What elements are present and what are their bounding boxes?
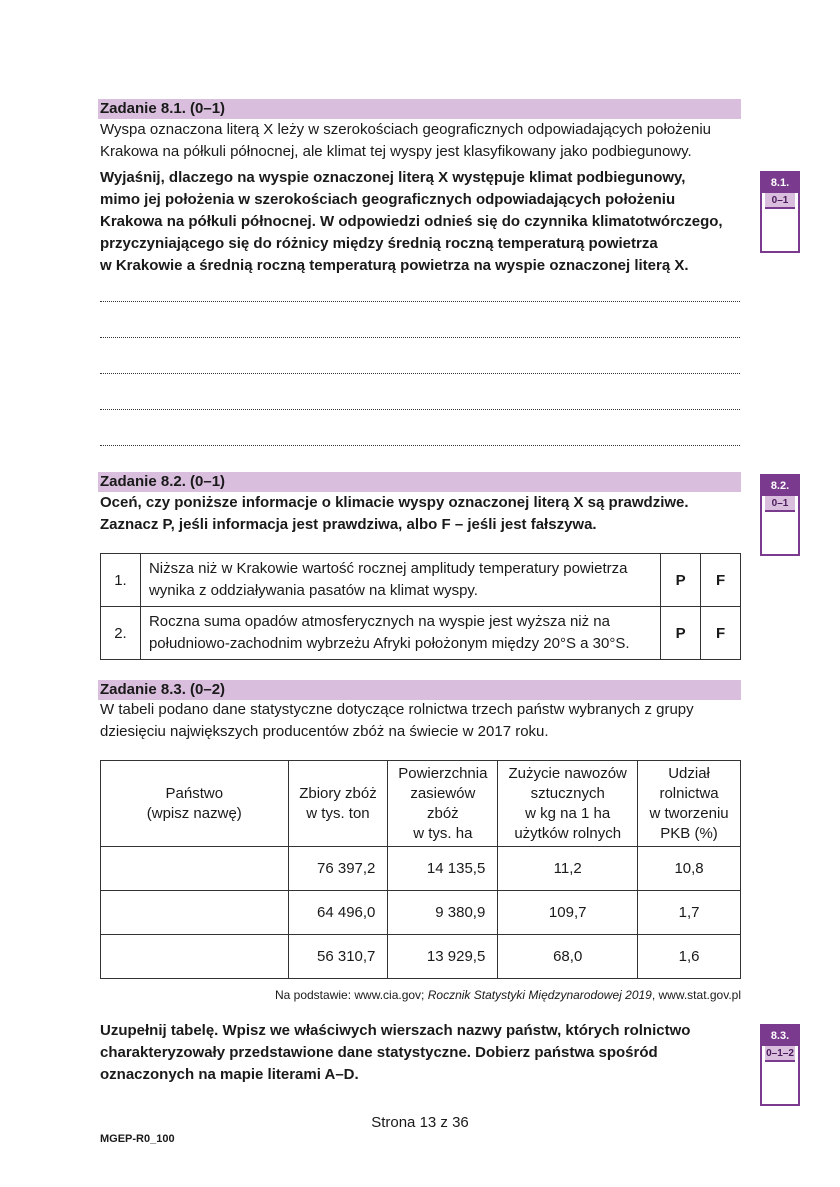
score-label: 8.2. <box>762 476 798 496</box>
task-8-2-question <box>100 492 750 536</box>
table-row <box>101 891 741 935</box>
header-line: (wpisz nazwę) <box>146 804 242 822</box>
true-false-table <box>100 553 741 660</box>
answer-line-2[interactable] <box>100 336 740 338</box>
task-8-3-question <box>100 1020 750 1086</box>
header-line: użytków rolnych <box>514 824 622 842</box>
statement-text <box>140 607 660 660</box>
option-f[interactable]: F <box>701 607 741 660</box>
option-p[interactable]: P <box>661 607 701 660</box>
score-entry[interactable] <box>762 209 798 251</box>
score-range: 0–1 <box>765 496 795 512</box>
column-header-country <box>101 761 289 847</box>
question-line: charakteryzowały przedstawione dane statystyczne. Dobierz państwa spośród <box>100 1044 658 1061</box>
header-line: PKB (%) <box>660 824 718 842</box>
header-line: w tys. ton <box>306 804 370 822</box>
header-line: w tworzeniu <box>649 804 729 822</box>
statement-line: Roczna suma opadów atmosferycznych na wyspie jest wyższa niż na <box>148 613 610 630</box>
column-header-fertilizer <box>498 761 638 847</box>
score-entry[interactable] <box>762 1062 798 1104</box>
table-row <box>101 935 741 979</box>
header-line: Zużycie nawozów <box>508 764 627 782</box>
score-range: 0–1 <box>765 193 795 209</box>
header-line: Udział <box>668 764 710 782</box>
score-box-8-2 <box>760 474 800 556</box>
task-8-3-header: Zadanie 8.3. (0–2) <box>98 680 741 700</box>
task-8-1-question <box>100 167 750 277</box>
column-header-gdp-share <box>638 761 741 847</box>
score-box-8-3 <box>760 1024 800 1106</box>
page-number: Strona 13 z 36 <box>371 1114 469 1131</box>
exam-code: MGEP-R0_100 <box>100 1133 175 1145</box>
option-f[interactable]: F <box>701 554 741 607</box>
question-line: Zaznacz P, jeśli informacja jest prawdziwa, albo F – jeśli jest fałszywa. <box>100 516 597 533</box>
table-cell: 64 496,0 <box>288 891 388 935</box>
score-label: 8.3. <box>762 1026 798 1046</box>
source-title: Rocznik Statystyki Międzynarodowej 2019 <box>427 988 652 1002</box>
header-line: Zbiory zbóż <box>299 784 377 802</box>
table-cell: 11,2 <box>498 847 638 891</box>
task-8-1-header: Zadanie 8.1. (0–1) <box>98 99 741 119</box>
row-number: 1. <box>101 554 141 607</box>
table-row <box>101 607 741 660</box>
header-line: zasiewów <box>410 784 476 802</box>
table-cell: 1,6 <box>638 935 741 979</box>
table-cell: 13 929,5 <box>388 935 498 979</box>
country-input-cell[interactable] <box>101 935 289 979</box>
header-line: Państwo <box>165 784 224 802</box>
task-8-2-header: Zadanie 8.2. (0–1) <box>98 472 741 492</box>
statement-text <box>140 554 660 607</box>
header-line: w kg na 1 ha <box>525 804 611 822</box>
table-row <box>101 847 741 891</box>
task-8-1-intro <box>100 119 750 163</box>
table-cell: 14 135,5 <box>388 847 498 891</box>
score-box-8-1 <box>760 171 800 253</box>
table-cell: 109,7 <box>498 891 638 935</box>
country-input-cell[interactable] <box>101 847 289 891</box>
question-line: Krakowa na półkuli północnej. W odpowiedzi odnieś się do czynnika klimatotwórczego, <box>100 213 723 230</box>
table-header-row <box>101 761 741 847</box>
intro-line: Krakowa na półkuli północnej, ale klimat tej wyspy jest klasyfikowany jako podbiegunowy. <box>100 143 692 160</box>
table-cell: 9 380,9 <box>388 891 498 935</box>
answer-line-5[interactable] <box>100 444 740 446</box>
question-line: w Krakowie a średnią roczną temperaturą powietrza na wyspie oznaczonej literą X. <box>100 257 689 274</box>
question-line: przyczyniającego się do różnicy między średnią roczną temperaturą powietrza <box>100 235 658 252</box>
intro-line: dziesięciu największych producentów zbóż na świecie w 2017 roku. <box>100 723 549 740</box>
table-cell: 76 397,2 <box>288 847 388 891</box>
question-line: oznaczonych na mapie literami A–D. <box>100 1066 359 1083</box>
score-entry[interactable] <box>762 512 798 554</box>
header-line: rolnictwa <box>659 784 719 802</box>
header-line: zbóż <box>427 804 459 822</box>
intro-line: Wyspa oznaczona literą X leży w szerokościach geograficznych odpowiadających położeniu <box>100 121 712 138</box>
header-line: sztucznych <box>530 784 605 802</box>
column-header-harvest <box>288 761 388 847</box>
answer-line-3[interactable] <box>100 372 740 374</box>
answer-line-1[interactable] <box>100 300 740 302</box>
intro-line: W tabeli podano dane statystyczne dotyczące rolnictwa trzech państw wybranych z grupy <box>100 701 694 718</box>
source-suffix: , www.stat.gov.pl <box>651 988 741 1002</box>
task-8-3-intro <box>100 699 750 743</box>
header-line: Powierzchnia <box>398 764 488 782</box>
statement-line: Niższa niż w Krakowie wartość rocznej amplitudy temperatury powietrza <box>148 560 628 577</box>
row-number: 2. <box>101 607 141 660</box>
table-row <box>101 554 741 607</box>
source-note <box>100 988 741 1002</box>
source-prefix: Na podstawie: www.cia.gov; <box>274 988 428 1002</box>
answer-line-4[interactable] <box>100 408 740 410</box>
table-cell: 10,8 <box>638 847 741 891</box>
country-input-cell[interactable] <box>101 891 289 935</box>
statement-line: wynika z oddziaływania pasatów na klimat wyspy. <box>148 582 478 599</box>
table-cell: 68,0 <box>498 935 638 979</box>
question-line: Oceń, czy poniższe informacje o klimacie wyspy oznaczonej literą X są prawdziwe. <box>100 494 689 511</box>
statistics-table <box>100 760 741 979</box>
score-range: 0–1–2 <box>765 1046 795 1062</box>
option-p[interactable]: P <box>661 554 701 607</box>
question-line: Uzupełnij tabelę. Wpisz we właściwych wierszach nazwy państw, których rolnictwo <box>100 1022 691 1039</box>
table-cell: 1,7 <box>638 891 741 935</box>
header-line: w tys. ha <box>413 824 473 842</box>
table-cell: 56 310,7 <box>288 935 388 979</box>
statement-line: południowo-zachodnim wybrzeżu Afryki położonym między 20°S a 30°S. <box>148 635 630 652</box>
question-line: mimo jej położenia w szerokościach geograficznych odpowiadających położeniu <box>100 191 676 208</box>
score-label: 8.1. <box>762 173 798 193</box>
column-header-area <box>388 761 498 847</box>
question-line: Wyjaśnij, dlaczego na wyspie oznaczonej literą X występuje klimat podbiegunowy, <box>100 169 686 186</box>
